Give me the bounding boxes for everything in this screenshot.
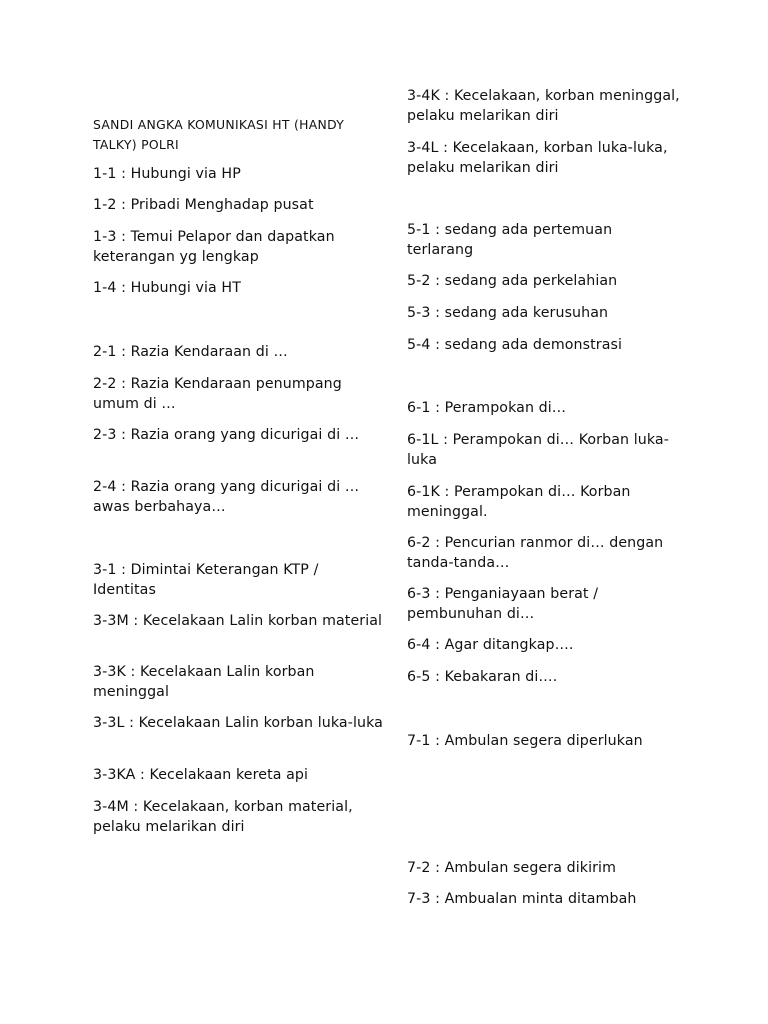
- code-entry: 3-3M : Kecelakaan Lalin korban material: [93, 613, 383, 629]
- code-entry: 1-3 : Temui Pelapor dan dapatkan keterangan yg lengkap: [93, 229, 335, 265]
- code-entry: 1-4 : Hubungi via HT: [93, 280, 241, 296]
- code-entry: 7-3 : Ambualan minta ditambah: [407, 891, 637, 907]
- code-entry: 6-4 : Agar ditangkap….: [407, 637, 574, 653]
- code-entry: 3-1 : Dimintai Keterangan KTP / Identitas: [93, 562, 319, 598]
- code-entry: 3-3KA : Kecelakaan kereta api: [93, 767, 309, 783]
- code-entry: 2-4 : Razia orang yang dicurigai di … awas berbahaya…: [93, 479, 360, 515]
- document-title: SANDI ANGKA KOMUNIKASI HT (HANDY TALKY) POLRI: [93, 117, 345, 152]
- code-entry: 6-1 : Perampokan di…: [407, 400, 567, 416]
- code-entry: 6-3 : Penganiayaan berat / pembunuhan di…: [407, 586, 599, 622]
- code-entry: 2-3 : Razia orang yang dicurigai di …: [93, 427, 360, 443]
- code-entry: 7-2 : Ambulan segera dikirim: [407, 860, 617, 876]
- code-entry: 5-3 : sedang ada kerusuhan: [407, 305, 609, 321]
- code-entry: 6-5 : Kebakaran di….: [407, 669, 558, 685]
- code-entry: 6-2 : Pencurian ranmor di… dengan tanda-tanda…: [407, 535, 664, 571]
- code-entry: 3-4L : Kecelakaan, korban luka-luka, pelaku melarikan diri: [407, 140, 668, 176]
- code-entry: 1-2 : Pribadi Menghadap pusat: [93, 197, 314, 213]
- code-entry: 3-3L : Kecelakaan Lalin korban luka-luka: [93, 715, 383, 731]
- code-entry: 5-2 : sedang ada perkelahian: [407, 273, 618, 289]
- code-entry: 6-1K : Perampokan di… Korban meninggal.: [407, 484, 631, 520]
- code-entry: 3-3K : Kecelakaan Lalin korban meninggal: [93, 664, 315, 700]
- code-entry: 2-1 : Razia Kendaraan di …: [93, 344, 288, 360]
- code-entry: 5-4 : sedang ada demonstrasi: [407, 337, 623, 353]
- code-entry: 3-4M : Kecelakaan, korban material, pelaku melarikan diri: [93, 799, 353, 835]
- code-entry: 5-1 : sedang ada pertemuan terlarang: [407, 222, 613, 258]
- code-entry: 2-2 : Razia Kendaraan penumpang umum di …: [93, 376, 342, 412]
- code-entry: 3-4K : Kecelakaan, korban meninggal, pelaku melarikan diri: [407, 88, 680, 124]
- code-entry: 7-1 : Ambulan segera diperlukan: [407, 733, 643, 749]
- code-entry: 6-1L : Perampokan di… Korban luka-luka: [407, 432, 669, 468]
- code-entry: 1-1 : Hubungi via HP: [93, 166, 241, 182]
